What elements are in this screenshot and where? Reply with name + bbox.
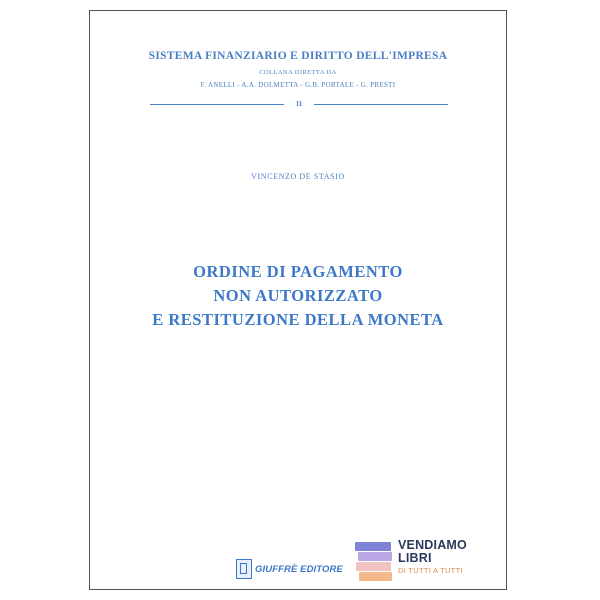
series-directed-by: COLLANA DIRETTA DA <box>259 69 337 76</box>
book-bar-2 <box>358 552 392 561</box>
books-stack-icon <box>355 538 395 582</box>
book-bar-4 <box>359 572 392 581</box>
book-bar-3 <box>356 562 391 571</box>
book-cover <box>89 10 507 590</box>
publisher-name: GIUFFRÈ EDITORE <box>255 563 343 575</box>
watermark-line-1: VENDIAMO <box>398 538 467 552</box>
publisher <box>236 559 343 579</box>
book-bar-1 <box>355 542 391 551</box>
watermark-line-3: DI TUTTI A TUTTI <box>398 566 463 575</box>
title-line-2: NON AUTORIZZATO <box>213 286 383 305</box>
rule-line-right <box>314 104 448 106</box>
series-rule <box>150 100 448 108</box>
series-number: 11 <box>295 100 303 108</box>
watermark-line-2: LIBRI <box>398 551 432 565</box>
vendiamo-libri-watermark <box>355 538 505 582</box>
title-line-1: ORDINE DI PAGAMENTO <box>193 262 403 281</box>
watermark-text <box>398 539 467 577</box>
series-title: SISTEMA FINANZIARIO E DIRITTO DELL'IMPRESA <box>148 50 448 62</box>
author-name: VINCENZO DE STASIO <box>251 172 345 181</box>
rule-line-left <box>150 104 284 106</box>
title-line-3: E RESTITUZIONE DELLA MONETA <box>152 310 444 329</box>
series-editors: F. ANELLI - A.A. DOLMETTA - G.B. PORTALE - G. PRESTI <box>200 81 396 89</box>
publisher-logo-icon <box>236 559 252 579</box>
book-title <box>90 260 506 332</box>
